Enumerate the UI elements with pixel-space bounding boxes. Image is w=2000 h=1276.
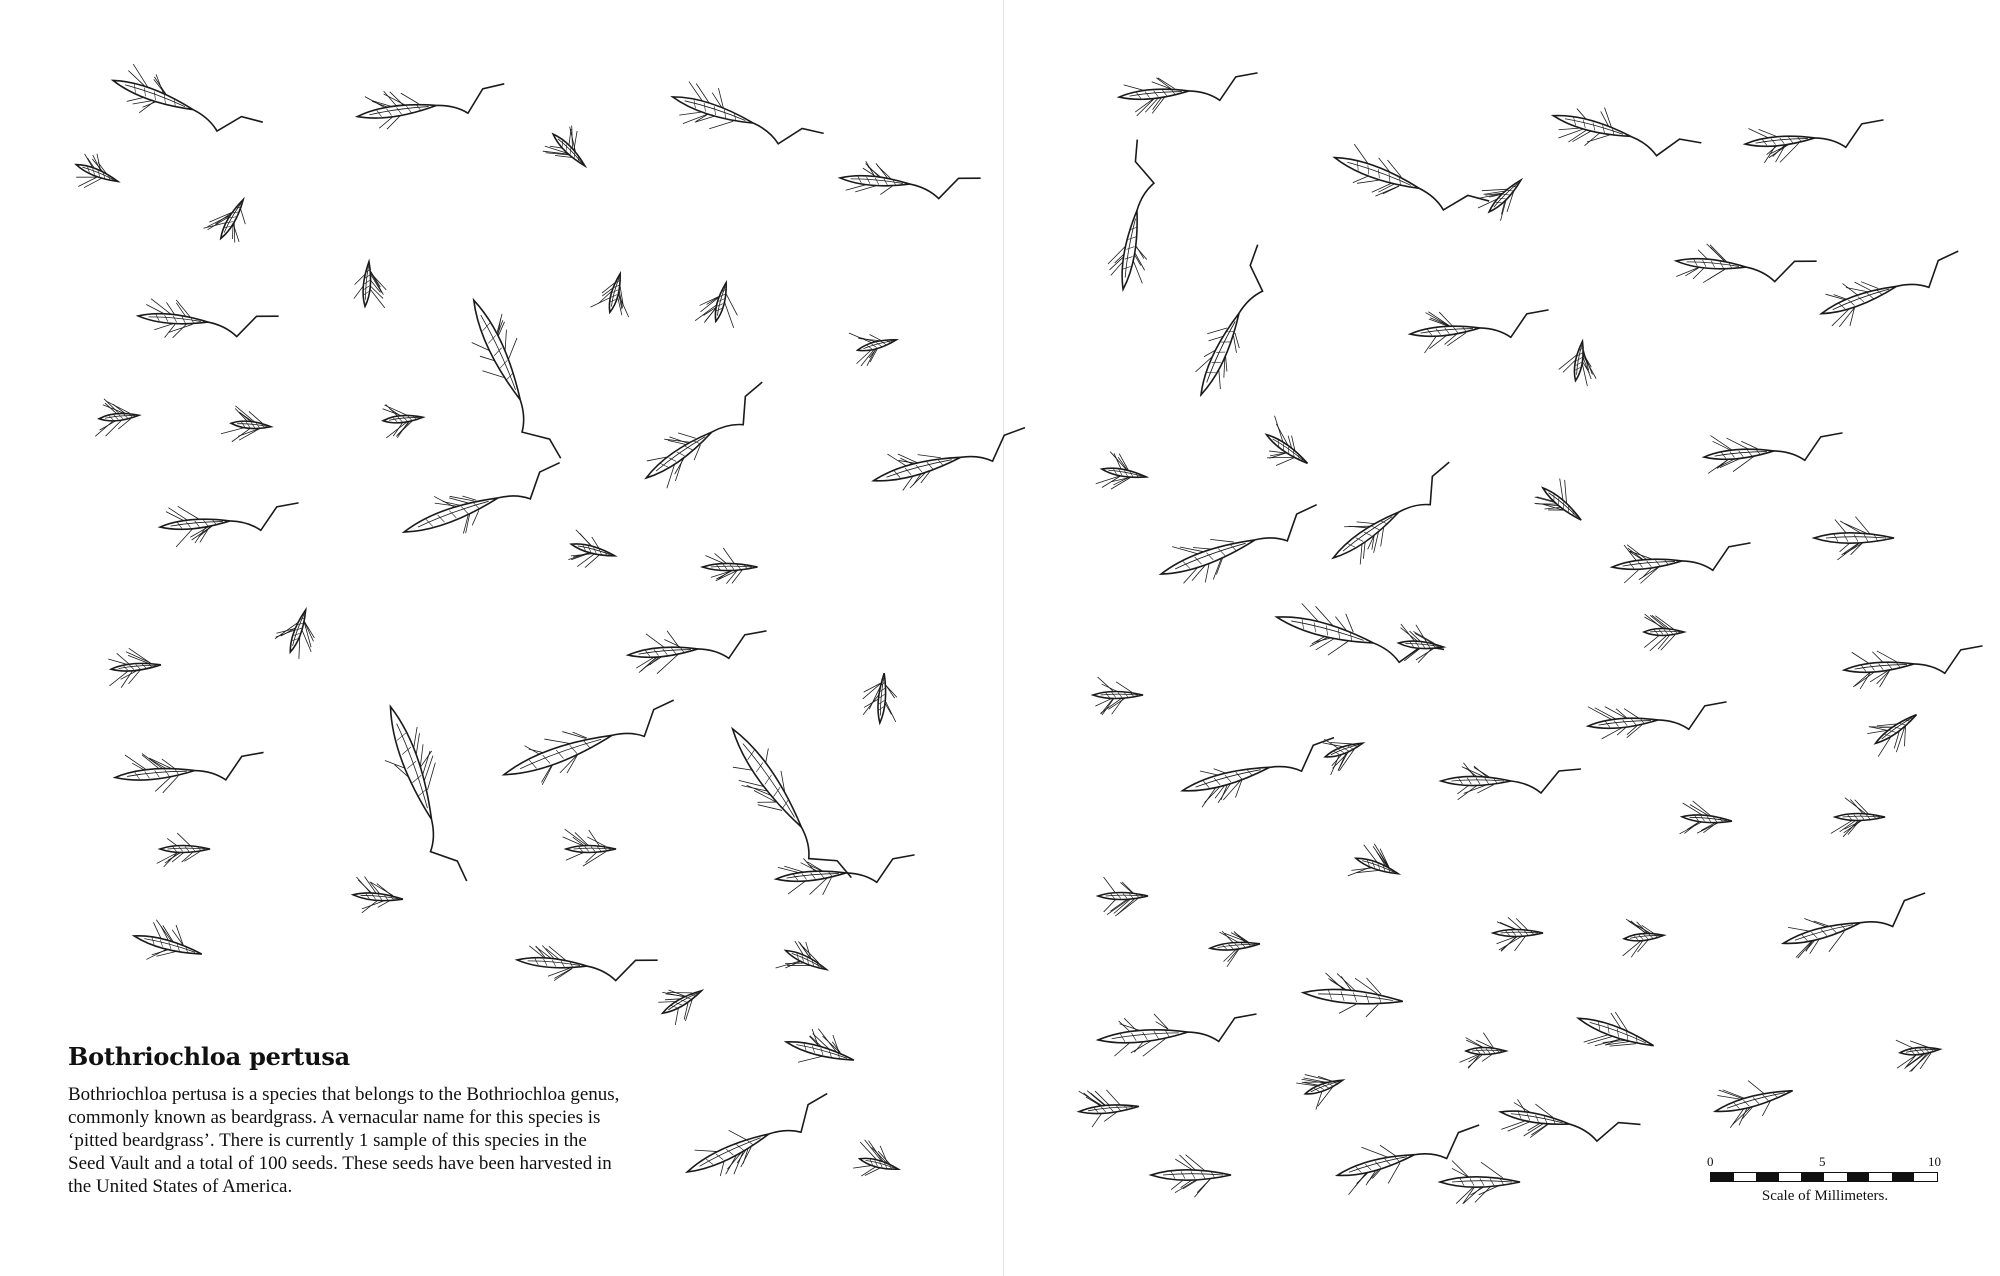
seed-drawing (1531, 472, 1594, 533)
seed-drawing (1779, 887, 1934, 963)
seed-drawing (1459, 1033, 1506, 1069)
seed-drawing (563, 829, 616, 866)
seed-drawing (703, 548, 758, 584)
seed-drawing (653, 975, 710, 1029)
seed-drawing (497, 692, 686, 796)
seed-drawing (1295, 1063, 1350, 1113)
seed-drawing (1586, 695, 1728, 741)
seed-drawing (1209, 928, 1262, 968)
seed-drawing (1644, 614, 1684, 651)
seed-drawing (1831, 798, 1885, 837)
seed-drawing (353, 261, 389, 309)
seed-drawing (1153, 495, 1328, 595)
seed-drawing (695, 277, 745, 330)
seed-drawing (539, 120, 598, 179)
seed-drawing (1610, 534, 1753, 586)
seed-drawing (382, 401, 425, 439)
seed-drawing (626, 622, 769, 676)
seed-drawing (1318, 727, 1369, 775)
seed-drawing (868, 418, 1033, 497)
seed-drawing (1493, 917, 1543, 951)
seed-drawing (1077, 1086, 1140, 1128)
seed-drawing (1814, 243, 1969, 334)
scale-tick-10: 10 (1928, 1154, 1941, 1169)
seed-drawing (1895, 1036, 1942, 1073)
seed-drawing (679, 1086, 842, 1192)
seed-drawing (136, 297, 279, 348)
seed-drawing (634, 374, 781, 494)
seed-drawing (129, 915, 207, 973)
seed-drawing (157, 833, 210, 867)
seed-drawing (1571, 1001, 1660, 1065)
seed-drawing (396, 452, 571, 553)
seed-drawing (158, 496, 301, 548)
seed-drawing (1252, 416, 1319, 480)
seed-drawing (666, 75, 827, 166)
seed-drawing (516, 943, 658, 989)
seed-drawing (782, 1022, 859, 1077)
seed-drawing (1843, 641, 1986, 690)
scale-bar (1702, 1154, 1942, 1214)
seed-drawing (92, 396, 140, 437)
seed-drawing (1680, 800, 1734, 838)
seed-drawing (1497, 1097, 1641, 1156)
seed-drawing (848, 322, 901, 369)
seed-drawing (1702, 424, 1845, 474)
seed-drawing (1095, 450, 1149, 495)
seed-drawing (106, 646, 162, 689)
seed-drawing (454, 290, 571, 472)
seed-drawing (69, 148, 125, 199)
seed-drawing (1118, 69, 1261, 117)
seed-drawing (1744, 117, 1887, 166)
seed-drawing (106, 59, 267, 153)
seed-drawing (1814, 517, 1894, 560)
seed-drawing (1096, 1005, 1259, 1060)
seed-drawing (1557, 338, 1602, 387)
seed-drawing (1471, 166, 1531, 226)
species-caption (68, 1042, 628, 1198)
seed-drawing (1548, 95, 1704, 175)
scale-label: Scale of Millimeters. (1761, 1188, 1889, 1204)
seed-drawing (220, 405, 272, 445)
seed-drawing (1104, 138, 1167, 292)
seed-drawing (1674, 241, 1817, 292)
seed-drawing (271, 603, 324, 662)
seed-drawing (1098, 877, 1148, 916)
seed-drawing (1619, 916, 1665, 958)
seed-drawing (203, 189, 258, 247)
seed-drawing (1440, 1161, 1520, 1205)
seed-drawing (1302, 971, 1405, 1020)
seed-drawing (1348, 839, 1405, 892)
seed-drawing (113, 743, 266, 797)
scale-tick-5: 5 (1819, 1154, 1826, 1169)
scale-tick-0: 0 (1707, 1154, 1714, 1169)
seed-drawing (566, 530, 619, 576)
seed-drawing (1710, 1070, 1798, 1130)
seed-drawing (591, 269, 639, 318)
seed-drawing (775, 849, 918, 899)
seed-drawing (1271, 597, 1447, 684)
species-title: Bothriochloa pertusa (68, 1042, 350, 1071)
seed-drawing (1093, 677, 1143, 715)
seed-drawing (776, 935, 834, 988)
species-description: Bothriochloa pertusa is a species that belongs to the Bothriochloa genus, commonly known as beardgrass. A vernacular name for this species is ‘pitted beardgrass’. There is currently 1 sample of this species in the Seed Vault and a total of 100 seeds. These seeds have been harvested in the United States of America. (68, 1084, 620, 1197)
seed-drawing (1408, 301, 1551, 354)
seed-drawing (1322, 456, 1468, 575)
seed-drawing (861, 671, 900, 724)
seed-drawing (839, 159, 981, 203)
seed-drawing (354, 74, 508, 133)
seed-drawing (368, 699, 477, 894)
seed-drawing (1151, 1155, 1231, 1197)
seed-drawing (352, 876, 405, 917)
seed-drawing (1179, 735, 1343, 811)
seed-drawing (1441, 763, 1581, 800)
seed-drawing (1327, 139, 1492, 233)
seed-drawing (852, 1139, 904, 1185)
seed-drawing (1183, 241, 1283, 401)
seed-drawing (1861, 700, 1928, 762)
scale-bar-graphic (1710, 1172, 1938, 1182)
